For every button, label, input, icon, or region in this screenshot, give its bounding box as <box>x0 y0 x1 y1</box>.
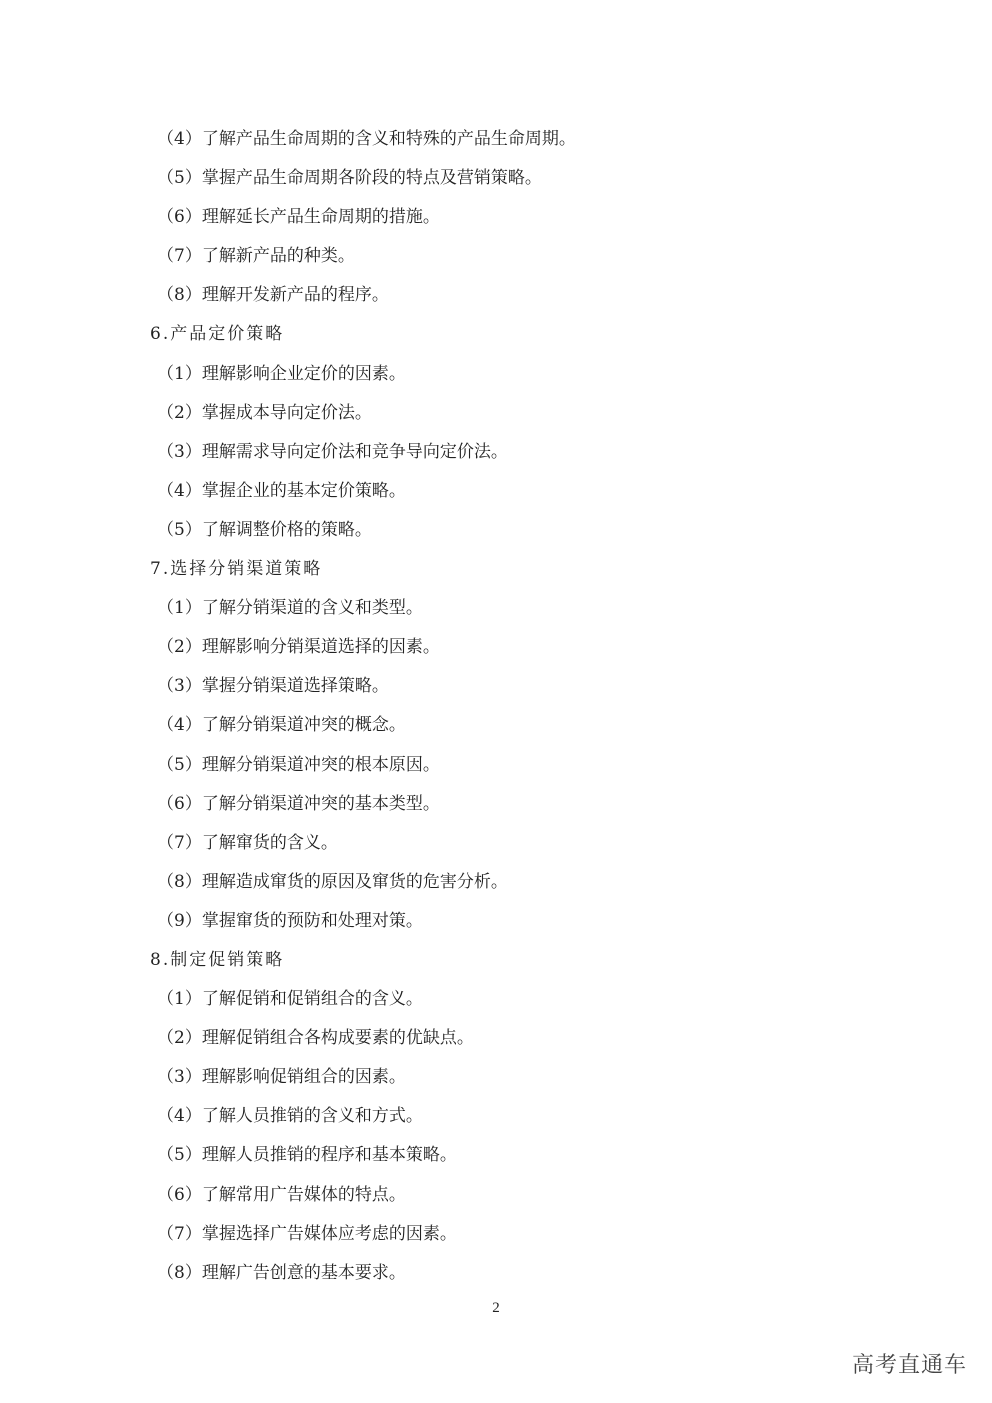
list-item: （2）掌握成本导向定价法。 <box>157 402 372 423</box>
list-item: （4）了解产品生命周期的含义和特殊的产品生命周期。 <box>157 129 576 149</box>
list-item: （8）理解开发新产品的程序。 <box>157 285 389 306</box>
list-item: （1）了解促销和促销组合的含义。 <box>157 989 423 1010</box>
watermark: 高考直通车 <box>852 1353 968 1378</box>
list-item: （3）掌握分销渠道选择策略。 <box>157 676 389 697</box>
list-item: （8）理解广告创意的基本要求。 <box>157 1262 406 1283</box>
list-item: （2）理解影响分销渠道选择的因素。 <box>157 637 440 658</box>
list-item: （8）理解造成窜货的原因及窜货的危害分析。 <box>157 871 508 892</box>
section-heading: 8.制定促销策略 <box>150 949 285 970</box>
list-item: （5）理解人员推销的程序和基本策略。 <box>157 1145 457 1166</box>
list-item: （3）理解需求导向定价法和竞争导向定价法。 <box>157 441 508 462</box>
document-body <box>0 120 992 1293</box>
page-number: 2 <box>492 1300 500 1316</box>
section-heading: 7.选择分销渠道策略 <box>150 559 323 580</box>
section-heading: 6.产品定价策略 <box>150 324 285 345</box>
list-item: （4）了解人员推销的含义和方式。 <box>157 1106 423 1127</box>
list-item: （6）理解延长产品生命周期的措施。 <box>157 207 440 228</box>
list-item: （3）理解影响促销组合的因素。 <box>157 1067 406 1088</box>
list-item: （7）掌握选择广告媒体应考虑的因素。 <box>157 1223 457 1244</box>
list-item: （6）了解常用广告媒体的特点。 <box>157 1184 406 1205</box>
list-item: （7）了解窜货的含义。 <box>157 832 338 853</box>
list-item: （2）理解促销组合各构成要素的优缺点。 <box>157 1028 474 1049</box>
list-item: （4）了解分销渠道冲突的概念。 <box>157 715 406 736</box>
list-item: （5）了解调整价格的策略。 <box>157 519 372 540</box>
list-item: （9）掌握窜货的预防和处理对策。 <box>157 910 423 931</box>
list-item: （5）掌握产品生命周期各阶段的特点及营销策略。 <box>157 168 542 189</box>
list-item: （5）理解分销渠道冲突的根本原因。 <box>157 754 440 775</box>
list-item: （4）掌握企业的基本定价策略。 <box>157 480 406 501</box>
list-item: （1）了解分销渠道的含义和类型。 <box>157 598 423 619</box>
list-item: （1）理解影响企业定价的因素。 <box>157 363 406 384</box>
list-item: （7）了解新产品的种类。 <box>157 246 355 267</box>
list-item: （6）了解分销渠道冲突的基本类型。 <box>157 793 440 814</box>
